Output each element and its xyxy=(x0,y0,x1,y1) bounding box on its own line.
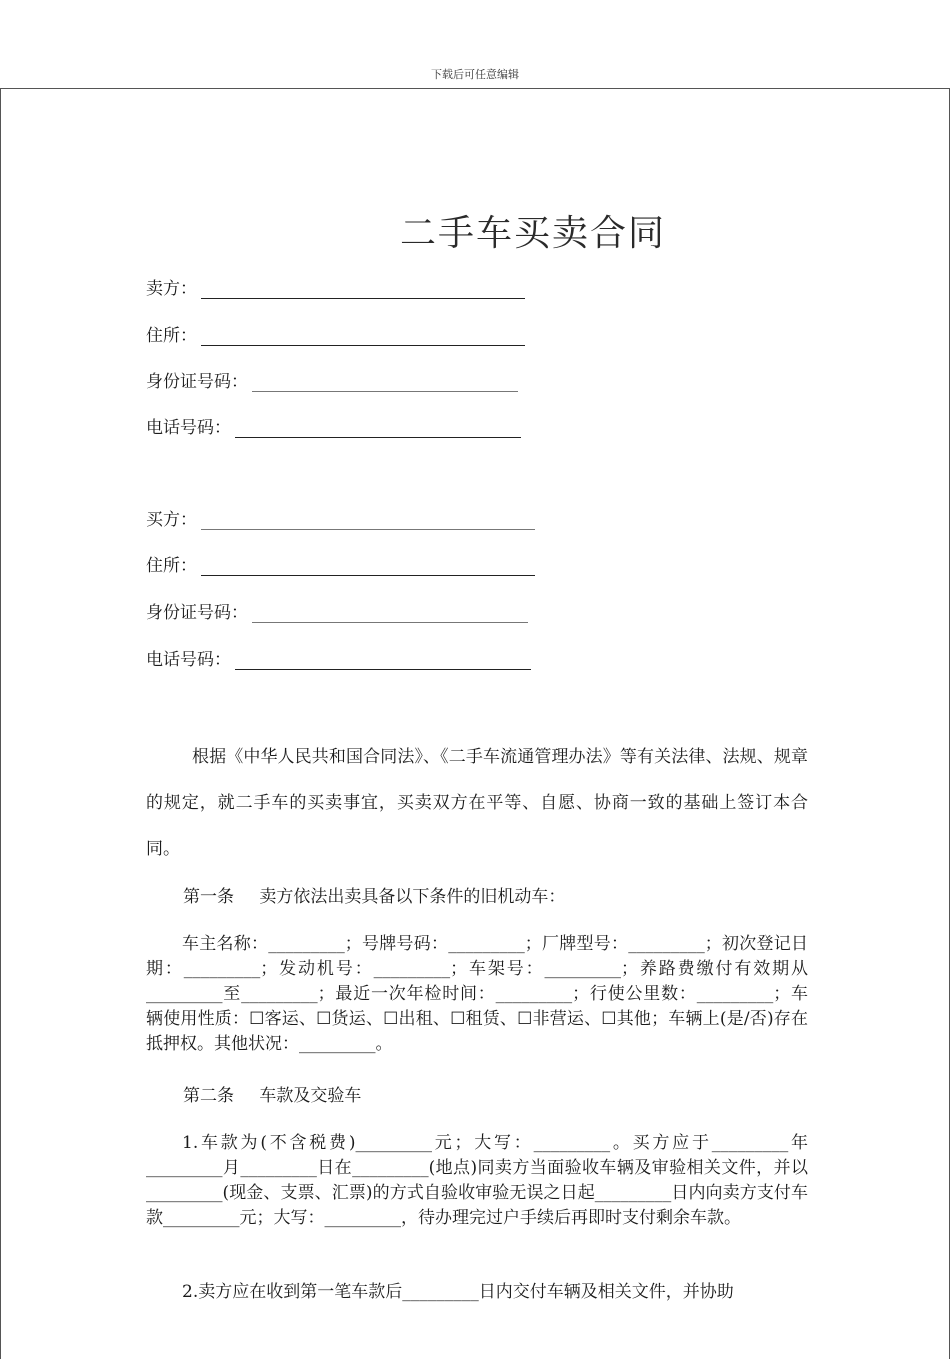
article2-heading xyxy=(183,1081,361,1106)
header-note: 下载后可任意编辑 xyxy=(431,68,519,81)
article2-item2: 2.卖方应在收到第一笔车款后_________日内交付车辆及相关文件，并协助 xyxy=(182,1282,734,1302)
seller-address-line[interactable] xyxy=(201,333,525,346)
seller-name-line[interactable] xyxy=(201,286,525,299)
seller-name-label: 卖方： xyxy=(146,279,197,299)
seller-id-label: 身份证号码： xyxy=(146,372,248,392)
seller-name-field[interactable] xyxy=(146,274,525,299)
buyer-phone-label: 电话号码： xyxy=(146,650,231,670)
seller-id-field[interactable] xyxy=(146,367,518,392)
seller-phone-label: 电话号码： xyxy=(146,418,231,438)
buyer-address-field[interactable] xyxy=(146,551,535,576)
seller-id-line[interactable] xyxy=(252,379,518,392)
intro-paragraph: 根据《中华人民共和国合同法》、《二手车流通管理办法》等有关法律、法规、规章的规定，就二手车的买卖事宜，买卖双方在平等、自愿、协商一致的基础上签订本合同。 xyxy=(146,747,808,859)
article1-heading xyxy=(183,882,565,907)
buyer-phone-field[interactable] xyxy=(146,645,531,670)
buyer-id-label: 身份证号码： xyxy=(146,603,248,623)
article2-number: 第二条 xyxy=(183,1086,234,1106)
article2-title: 车款及交验车 xyxy=(259,1086,362,1106)
buyer-phone-line[interactable] xyxy=(235,657,531,670)
article1-number: 第一条 xyxy=(183,887,234,907)
buyer-name-field[interactable] xyxy=(146,505,535,530)
seller-address-field[interactable] xyxy=(146,321,525,346)
article2-item1: 1.车款为(不含税费)_________元；大写：_________。买方应于_________年_________月_________日在_________(地点)同卖方当面验收车辆及审验相关文件，并以_________(现金、支票、汇票)的方式自验收审验无误之日起_________日内向卖方支付车款_________元；大写：_________，待办理完过户手续后再即时支付剩余车款。 xyxy=(146,1133,808,1228)
seller-phone-field[interactable] xyxy=(146,413,521,438)
buyer-id-line[interactable] xyxy=(252,610,528,623)
buyer-name-line[interactable] xyxy=(201,517,535,530)
seller-address-label: 住所： xyxy=(146,326,197,346)
buyer-name-label: 买方： xyxy=(146,510,197,530)
article1-title: 卖方依法出卖具备以下条件的旧机动车： xyxy=(259,887,566,907)
contract-title: 二手车买卖合同 xyxy=(400,213,667,254)
buyer-address-label: 住所： xyxy=(146,556,197,576)
buyer-address-line[interactable] xyxy=(201,563,535,576)
article1-body: 车主名称：_________；号牌号码：_________；厂牌型号：_________；初次登记日期：_________；发动机号：_________；车架号：_________；养路费缴付有效期从_________至_________；最近一次年检时间：_________；行使公里数：_________；车辆使用性质：☐客运、☐货运、☐出租、☐租赁、☐非营运、☐其他；车辆上(是/否)存在抵押权。其他状况：_________。 xyxy=(146,934,808,1054)
buyer-id-field[interactable] xyxy=(146,598,528,623)
seller-phone-line[interactable] xyxy=(235,425,521,438)
